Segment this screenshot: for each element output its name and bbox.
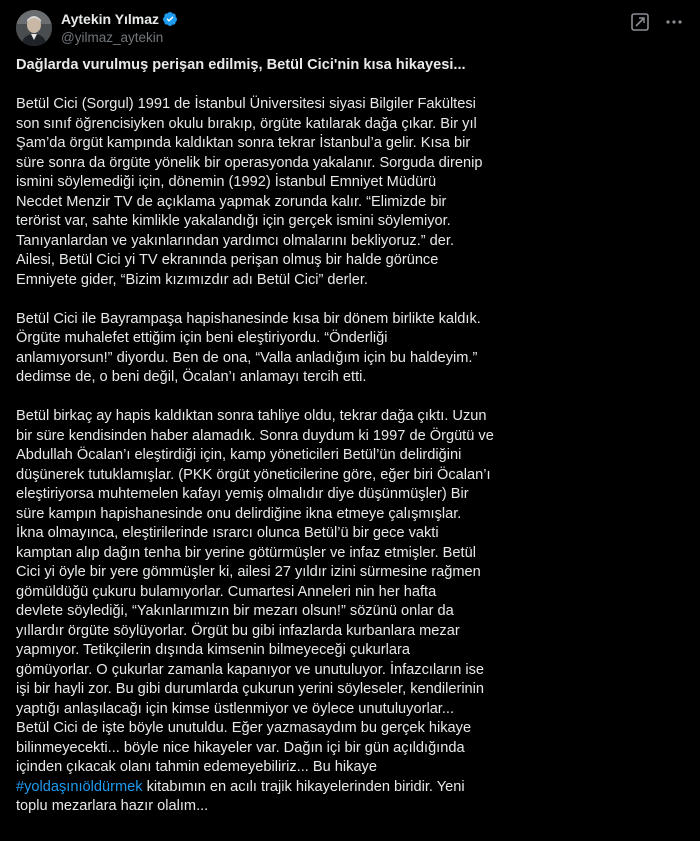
text-line: içinden çıkacak olanı tahmin edemeyebiliriz... Bu hikaye — [16, 759, 377, 775]
text-line: yaptığı anlaşılacağı için kimse üstlenmiyor ve öylece unutuluyorlar... — [16, 700, 455, 717]
text-line: Abdullah Öcalan’ı eleştirdiği için, kamp yöneticileri Betül’ün delirdiğini — [16, 447, 462, 463]
text-line: gömüyorlar. O çukurlar zamanla kapanıyor ve unutuluyor. İnfazcıların ise — [16, 661, 485, 678]
avatar[interactable] — [16, 10, 52, 46]
text-line: bir süre kendisinden haber alamadık. Sonra duydum ki 1997 de Örgütü ve — [16, 427, 494, 444]
text-line: toplu mezarlara hazır olalım... — [16, 798, 209, 814]
text-line: yapmıyor. Tetikçilerin dışında kimsenin bilmeyeceği çukurlara — [16, 642, 410, 658]
text-line: terörist var, sahte kimlikle yakalandığı için gerçek ismini söylemiyor. — [16, 213, 451, 229]
text-line: Örgüte muhalefet ettiğim için beni eleştiriyordu. “Önderliği — [16, 330, 388, 346]
text-line: son sınıf öğrencisiyken okulu bırakıp, örgüte katılarak dağa çıkar. Bir yıl — [16, 115, 477, 132]
verified-badge-icon — [162, 11, 178, 27]
text-line: Betül Cici (Sorgul) 1991 de İstanbul Üniversitesi siyasi Bilgiler Fakültesi — [16, 96, 476, 112]
text-line: Ailesi, Betül Cici yi TV ekranında perişan olmuş bir halde görünce — [16, 252, 439, 268]
text-line: yıllardır örgüte söylüyorlar. Örgüt bu gibi infazlarda kurbanlara mezar — [16, 622, 460, 639]
avatar-photo-icon — [16, 10, 52, 46]
text-line: Betül birkaç ay hapis kaldıktan sonra tahliye oldu, tekrar dağa çıktı. Uzun — [16, 408, 487, 424]
text-line: Emniyete gider, “Bizim kızımızdır adı Betül Cici” derler. — [16, 271, 368, 288]
text-line: ismini söylemediği için, dönemin (1992) İstanbul Emniyet Müdürü — [16, 174, 437, 190]
more-options-icon[interactable] — [664, 12, 684, 32]
grok-icon[interactable] — [630, 12, 650, 32]
text-line: Betül Cici de işte böyle unutuldu. Eğer yazmasaydım bu gerçek hikaye — [16, 720, 472, 736]
tweet-text — [16, 56, 680, 836]
tweet-header — [16, 8, 684, 48]
author-names — [61, 10, 178, 45]
tweet-paragraph — [16, 310, 680, 388]
text-line: süre kampın hapishanesinde onu delirdiğine ikna etmeye çalışmışlar. — [16, 505, 462, 522]
header-actions — [630, 12, 684, 32]
text-line: devlete söylediği, “Yakınlarımızın bir mezarı olsun!” sözünü onlar da — [16, 603, 454, 619]
text-line: kamptan alıp dağın tenha bir yerine götürmüşler ve infaz etmişler. Betül — [16, 544, 476, 561]
text-fragment: kitabımın en acılı trajik hikayelerinden biridir. Yeni — [142, 778, 465, 795]
text-line: süre sonra da örgüte yönelik bir operasyonda yakalanır. Sorguda direnip — [16, 154, 483, 171]
text-line: Cici yi öyle bir yere gömmüşler ki, ailesi 27 yıldır izini sürmesine rağmen — [16, 564, 481, 580]
author-handle[interactable]: @yilmaz_aytekin — [61, 30, 164, 45]
text-line: Tanıyanlardan ve yakınlarından yardımcı olmalarını bekliyoruz.” der. — [16, 232, 455, 249]
text-line: anlamıyorsun!” diyordu. Ben de ona, “Valla anladığım için bu haldeyim.” — [16, 349, 478, 366]
text-line: bilinmeyecekti... böyle nice hikayeler var. Dağın içi bir gün açıldığında — [16, 739, 465, 756]
text-line: işi bir hayli zor. Bu gibi durumlarda çukurun yerini söyleseler, kendilerinin — [16, 681, 485, 697]
text-line: eleştiriyorsa muhtemelen kafayı yemiş olmalıdır diye düşünmüşler) Bir — [16, 486, 469, 502]
text-line: Necdet Menzir TV de açıklama yapmak zorunda kalır. “Elimizde bir — [16, 193, 447, 210]
hashtag-link[interactable]: #yoldaşınıöldürmek — [16, 778, 143, 795]
text-line: İkna olmayınca, eleştirilerinde ısrarcı olunca Betül’ü bir gece vakti — [16, 525, 439, 541]
tweet-title: Dağlarda vurulmuş perişan edilmiş, Betül Cici'nin kısa hikayesi... — [16, 57, 466, 73]
text-line: Betül Cici ile Bayrampaşa hapishanesinde kısa bir dönem birlikte kaldık. — [16, 310, 481, 327]
hashtag-line — [16, 778, 680, 798]
text-line: dedimse de, o beni değil, Öcalan’ı anlamayı tercih etti. — [16, 369, 367, 385]
tweet-paragraph — [16, 95, 680, 290]
text-line: düşünerek tutuklamışlar. (PKK örgüt yöneticilerine göre, eğer biri Öcalan’ı — [16, 466, 491, 483]
text-line: Şam’da örgüt kampında kaldıktan sonra tekrar İstanbul’a gelir. Kısa bir — [16, 135, 471, 151]
text-line: gömüldüğü çukuru bulamıyorlar. Cumartesi Anneleri nin her hafta — [16, 583, 437, 600]
tweet-paragraph — [16, 407, 680, 817]
author-display-name[interactable]: Aytekin Yılmaz — [61, 11, 160, 27]
